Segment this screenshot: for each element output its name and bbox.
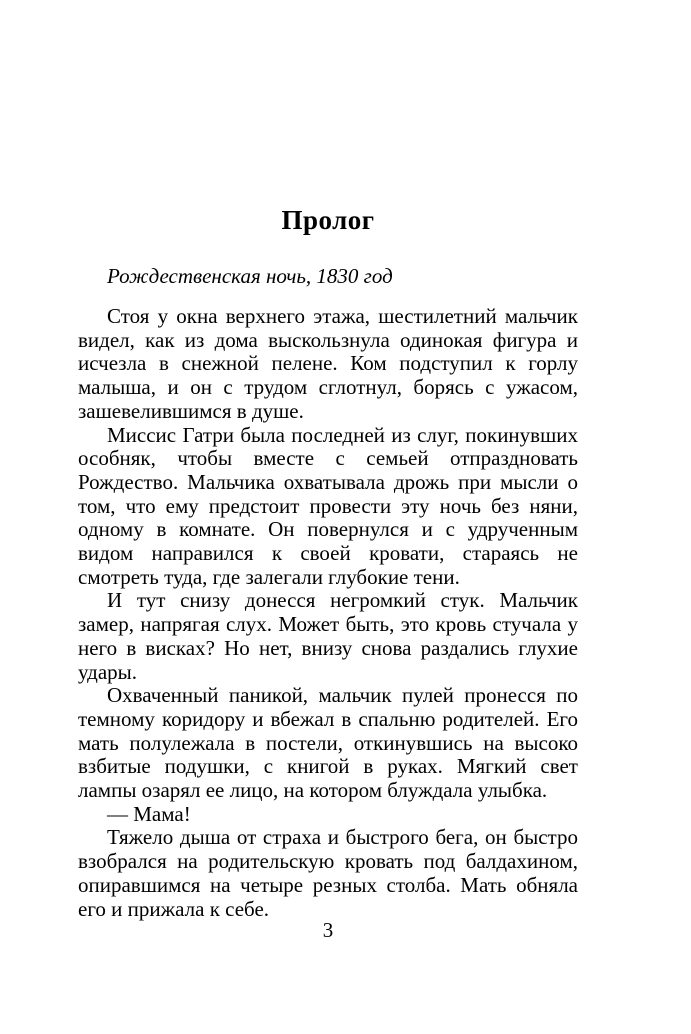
chapter-dateline: Рождественская ночь, 1830 год — [107, 264, 393, 288]
body-paragraph: Миссис Гатри была последней из слуг, покинувших особняк, чтобы вместе с семьей отпраздновать Рождество. Мальчика охватывала дрожь при мысли о том, что ему предстоит провести эту ночь без няни, одному в комнате. Он повернулся и с удрученным видом направился к своей кровати, стараясь не смотреть туда, где залегали глубокие тени. — [78, 422, 578, 589]
body-paragraph: — Мама! — [107, 801, 191, 826]
body-text — [78, 305, 578, 921]
body-paragraph: Тяжело дыша от страха и быстрого бега, он быстро взобрался на родительскую кровать под балдахином, опиравшимся на четыре резных столба. Мать обняла его и прижала к себе. — [78, 825, 578, 921]
body-paragraph: Стоя у окна верхнего этажа, шестилетний мальчик видел, как из дома выскользнула одинокая фигура и исчезла в снежной пелене. Ком подступил к горлу малыша, и он с трудом сглотнул, борясь с ужасом, зашевелившимся в душе. — [78, 304, 578, 423]
page-number: 3 — [322, 918, 334, 942]
chapter-title: Пролог — [281, 205, 375, 235]
body-paragraph: И тут снизу донесся негромкий стук. Мальчик замер, напрягая слух. Может быть, это кровь стучала у него в висках? Но нет, внизу снова раздались глухие удары. — [78, 588, 578, 684]
body-paragraph: Охваченный паникой, мальчик пулей пронесся по темному коридору и вбежал в спальню родителей. Его мать полулежала в постели, откинувшись на высоко взбитые подушки, с книгой в руках. Мягкий свет лампы озарял ее лицо, на котором блуждала улыбка. — [78, 683, 578, 803]
text-block — [78, 205, 578, 921]
